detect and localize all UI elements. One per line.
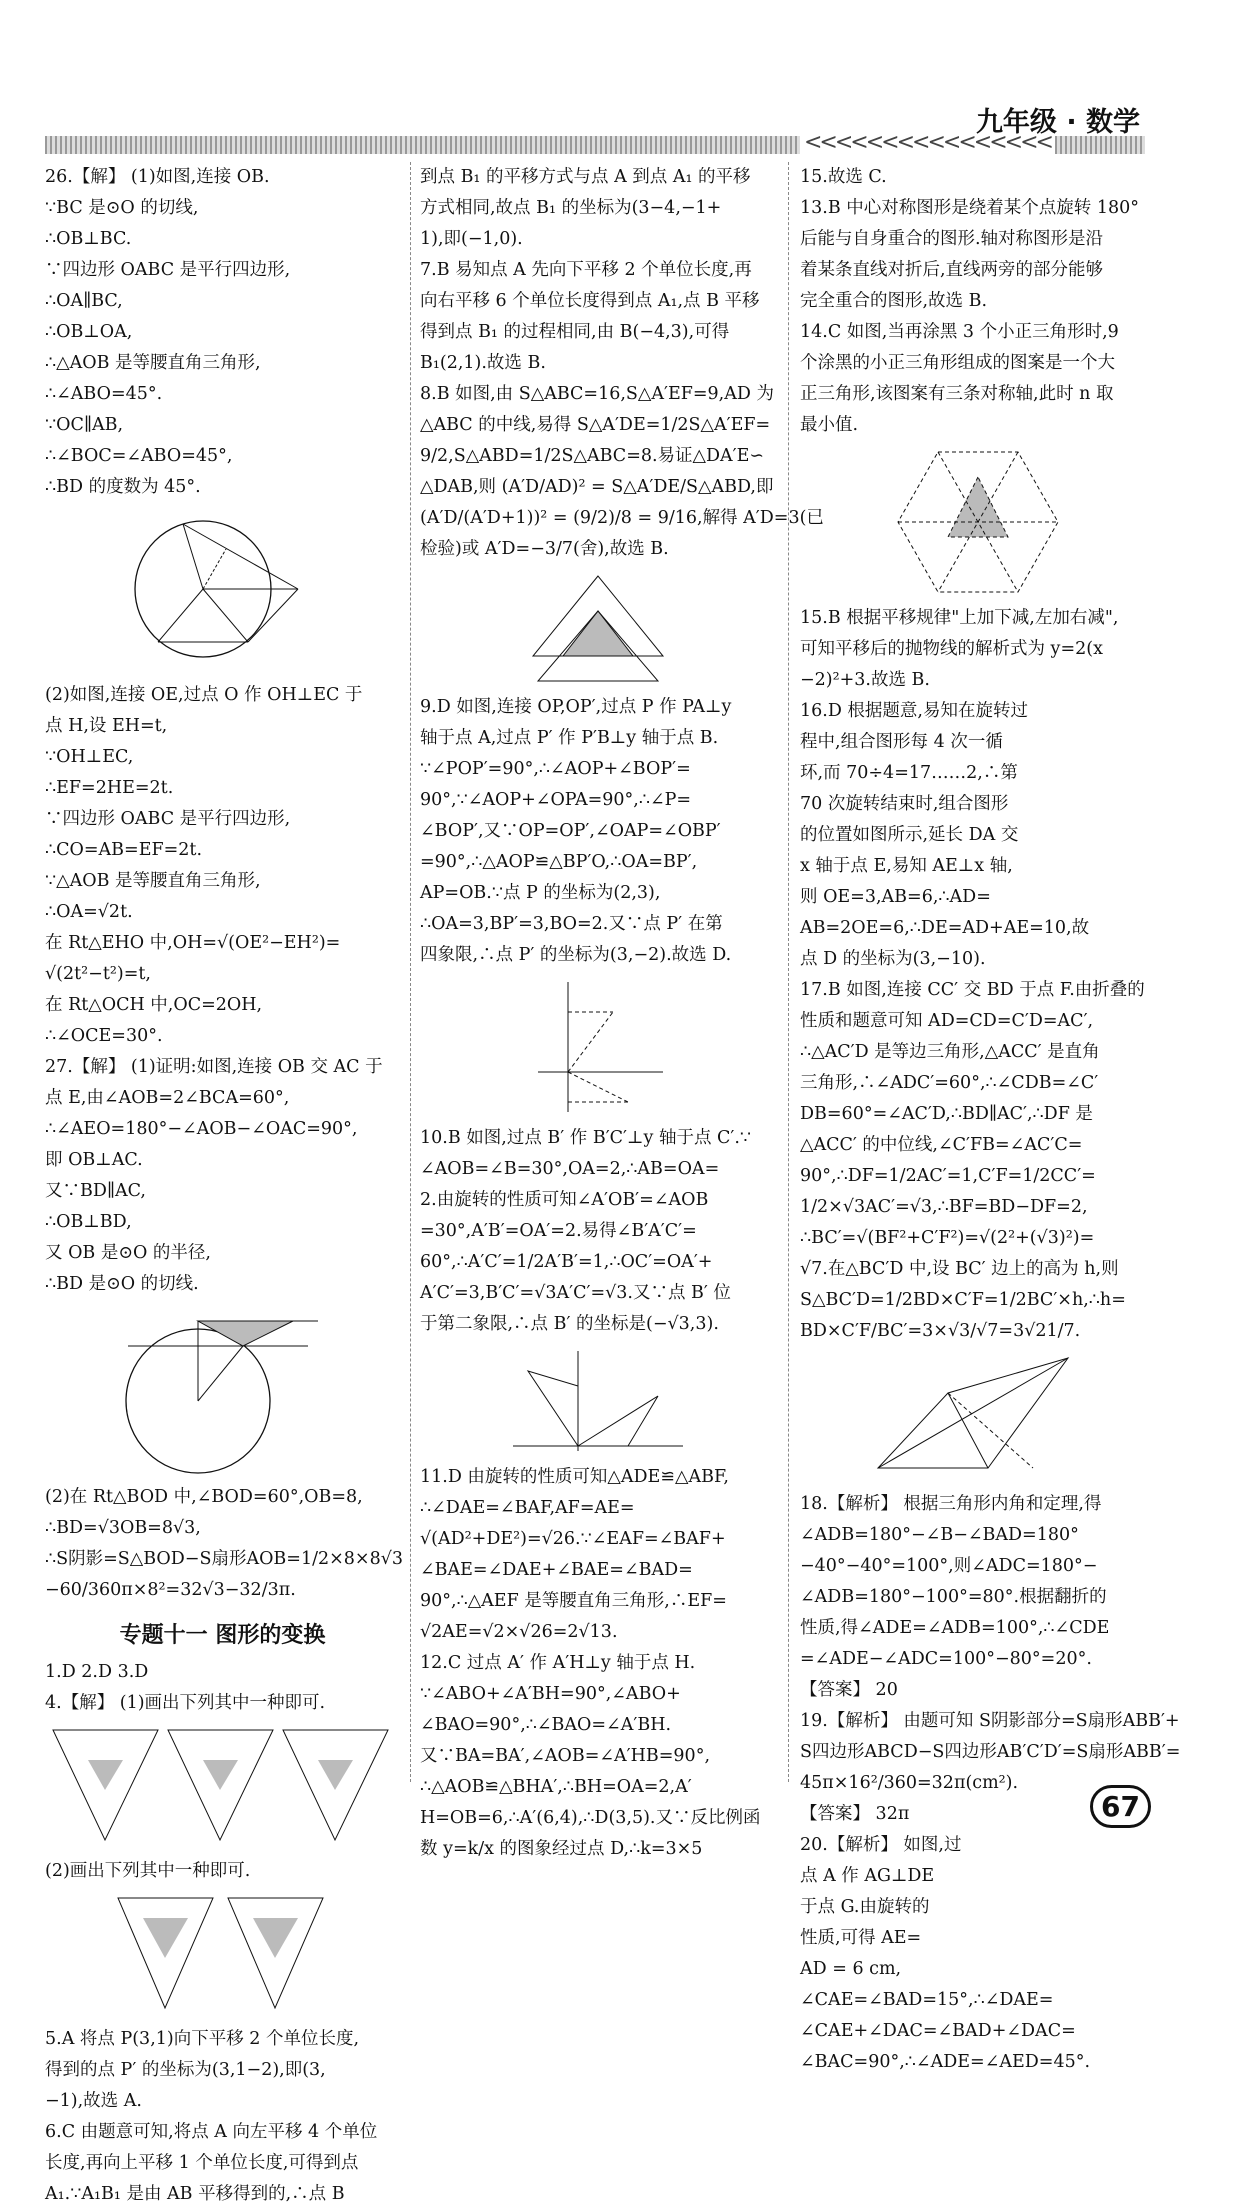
text-line: 正三角形,该图案有三条对称轴,此时 n 取 [800, 384, 1114, 404]
text-line: AB=2OE=6,∴DE=AD+AE=10,故 [800, 918, 1090, 938]
text-line: ∴S阴影=S△BOD−S扇形AOB=1/2×8×8√3 [45, 1549, 403, 1569]
text-line: ∴OA=3,BP′=3,BO=2.又∵点 P′ 在第 [420, 914, 723, 934]
text-line: ∴OA∥BC, [45, 291, 123, 311]
text-line: ∠BOP′,又∵OP=OP′,∠OAP=∠OBP′ [420, 821, 721, 841]
coordinate-figure-10 [508, 1346, 688, 1456]
text-line: ∠ADB=180°−∠B−∠BAD=180° [800, 1525, 1079, 1545]
text-line: ∴BD=√3OB=8√3, [45, 1518, 201, 1538]
text-line: 26.【解】 (1)如图,连接 OB. [45, 167, 270, 187]
text-line: √(AD²+DE²)=√26.∵∠EAF=∠BAF+ [420, 1529, 726, 1549]
text-line: 三角形,∴∠ADC′=60°,∴∠CDB=∠C′ [800, 1073, 1099, 1093]
text-line: 检验)或 A′D=−3/7(舍),故选 B. [420, 539, 669, 559]
text-line: ∴EF=2HE=2t. [45, 778, 174, 798]
text-line: =∠ADE−∠ADC=100°−80°=20°. [800, 1649, 1092, 1669]
text-line: √(2t²−t²)=t, [45, 964, 151, 984]
text-line: 得到点 B₁ 的过程相同,由 B(−4,3),可得 [420, 322, 730, 342]
text-line: 20.【解析】 如图,过 [800, 1835, 962, 1855]
text-line: ∴BC′=√(BF²+C′F²)=√(2²+(√3)²)= [800, 1228, 1095, 1248]
text-line: ∵OH⊥EC, [45, 747, 134, 767]
text-line: x 轴于点 E,易知 AE⊥x 轴, [800, 856, 1013, 876]
text-line: 的位置如图所示,延长 DA 交 [800, 825, 1019, 845]
text-line: 4.【解】 (1)画出下列其中一种即可. [45, 1693, 326, 1713]
triangle-figure-8 [523, 571, 673, 686]
text-line: 在 Rt△OCH 中,OC=2OH, [45, 995, 263, 1015]
page-header [0, 0, 1250, 160]
text-line: 个涂黑的小正三角形组成的图案是一个大 [800, 353, 1115, 373]
text-line: 90°,∴△AEF 是等腰直角三角形,∴EF= [420, 1591, 727, 1611]
circle-figure-26 [128, 509, 318, 674]
text-line: 14.C 如图,当再涂黑 3 个小正三角形时,9 [800, 322, 1119, 342]
text-line: 1.D 2.D 3.D [45, 1662, 149, 1682]
text-line: 7.B 易知点 A 先向下平移 2 个单位长度,再 [420, 260, 752, 280]
text-line: 【答案】 32π [800, 1804, 910, 1824]
diamond-figures-1 [48, 1725, 398, 1850]
text-line: 19.【解析】 由题可知 S阴影部分=S扇形ABB′+ [800, 1711, 1180, 1731]
text-line: 得到的点 P′ 的坐标为(3,1−2),即(3, [45, 2060, 326, 2080]
text-line: S四边形ABCD−S四边形AB′C′D′=S扇形ABB′= [800, 1742, 1181, 1762]
q9 [420, 692, 775, 971]
circle-figure-27 [123, 1306, 323, 1476]
text-line: 性质和题意可知 AD=CD=C′D=AC′, [800, 1011, 1094, 1031]
text-line: H=OB=6,∴A′(6,4),∴D(3,5).又∵反比例函 [420, 1808, 761, 1828]
column-divider [788, 162, 790, 1782]
column-2 [420, 162, 824, 1865]
text-line: 程中,组合图形每 4 次一循 [800, 732, 1003, 752]
text-line: B₁(2,1).故选 B. [420, 353, 546, 373]
text-line: 1),即(−1,0). [420, 229, 523, 249]
text-line: ∴CO=AB=EF=2t. [45, 840, 203, 860]
text-line: AD = 6 cm, [800, 1959, 902, 1979]
text-line: 15.故选 C. [800, 167, 887, 187]
text-line: 点 E,由∠AOB=2∠BCA=60°, [45, 1088, 290, 1108]
q15-17 [800, 603, 1155, 1347]
text-line: (A′D/(A′D+1))² = (9/2)/8 = 9/16,解得 A′D=3(已 [420, 508, 824, 528]
quadrilateral-figure-17 [868, 1353, 1088, 1483]
text-line: ∵∠ABO+∠A′BH=90°,∠ABO+ [420, 1684, 681, 1704]
text-line: 数 y=k/x 的图象经过点 D,∴k=3×5 [420, 1839, 703, 1859]
text-line: 在 Rt△EHO 中,OH=√(OE²−EH²)= [45, 933, 341, 953]
text-line: 可知平移后的抛物线的解析式为 y=2(x [800, 639, 1103, 659]
text-line: ∵OC∥AB, [45, 415, 124, 435]
text-line: ∴△AOB 是等腰直角三角形, [45, 353, 261, 373]
text-line: ∵四边形 OABC 是平行四边形, [45, 260, 291, 280]
text-line: ∴BD 的度数为 45°. [45, 477, 201, 497]
text-line: 长度,再向上平移 1 个单位长度,可得到点 [45, 2153, 359, 2173]
text-line: ∵∠POP′=90°,∴∠AOP+∠BOP′= [420, 759, 691, 779]
diamond-figures-2 [113, 1893, 333, 2018]
header-title: 九年级 · 数学 [975, 107, 1140, 138]
text-line: 60°,∴A′C′=1/2A′B′=1,∴OC′=OA′+ [420, 1252, 713, 1272]
text-line: ∵四边形 OABC 是平行四边形, [45, 809, 291, 829]
text-line: 13.B 中心对称图形是绕着某个点旋转 180° [800, 198, 1139, 218]
text-line: ∠CAE=∠BAD=15°,∴∠DAE= [800, 1990, 1054, 2010]
text-line: 27.【解】 (1)证明:如图,连接 OB 交 AC 于 [45, 1057, 383, 1077]
text-line: 到点 B₁ 的平移方式与点 A 到点 A₁ 的平移 [420, 167, 751, 187]
text-line: 于第二象限,∴点 B′ 的坐标是(−√3,3). [420, 1314, 719, 1334]
text-line: ∠BAC=90°,∴∠ADE=∠AED=45°. [800, 2052, 1091, 2072]
text-line: 于点 G.由旋转的 [800, 1897, 930, 1917]
text-line: 最小值. [800, 415, 859, 435]
page-number: 67 [1090, 1785, 1151, 1828]
text-line: 1/2×√3AC′=√3,∴BF=BD−DF=2, [800, 1197, 1088, 1217]
text-line: √7.在△BC′D 中,设 BC′ 边上的高为 h,则 [800, 1259, 1119, 1279]
text-line: ∠CAE+∠DAC=∠BAD+∠DAC= [800, 2021, 1076, 2041]
text-line: −2)²+3.故选 B. [800, 670, 930, 690]
text-line: 四象限,∴点 P′ 的坐标为(3,−2).故选 D. [420, 945, 732, 965]
text-line: √2AE=√2×√26=2√13. [420, 1622, 618, 1642]
text-line: 点 D 的坐标为(3,−10). [800, 949, 986, 969]
text-line: 方式相同,故点 B₁ 的坐标为(3−4,−1+ [420, 198, 722, 218]
column-divider [410, 162, 412, 1782]
text-line: △DAB,则 (A′D/AD)² = S△A′DE/S△ABD,即 [420, 477, 774, 497]
text-line: ∴△AC′D 是等边三角形,△ACC′ 是直角 [800, 1042, 1100, 1062]
q1-4 [45, 1657, 400, 1719]
text-line: △ACC′ 的中位线,∠C′FB=∠AC′C= [800, 1135, 1083, 1155]
section-heading: 专题十一 图形的变换 [119, 1623, 326, 1648]
text-line: 又∵BA=BA′,∠AOB=∠A′HB=90°, [420, 1746, 711, 1766]
text-line: (2)画出下列其中一种即可. [45, 1861, 251, 1881]
text-line: 即 OB⊥AC. [45, 1150, 143, 1170]
text-line: S△BC′D=1/2BD×C′F=1/2BC′×h,∴h= [800, 1290, 1126, 1310]
text-line: ∴OB⊥BC. [45, 229, 132, 249]
header-chevrons: <<<<<<<<<<<<<<<< [800, 130, 1055, 155]
text-line: 90°,∴DF=1/2AC′=1,C′F=1/2CC′= [800, 1166, 1096, 1186]
text-line: 5.A 将点 P(3,1)向下平移 2 个单位长度, [45, 2029, 360, 2049]
text-line: (2)如图,连接 OE,过点 O 作 OH⊥EC 于 [45, 685, 363, 705]
text-line: ∴OA=√2t. [45, 902, 133, 922]
text-line: BD×C′F/BC′=3×√3/√7=3√21/7. [800, 1321, 1081, 1341]
text-line: 完全重合的图形,故选 B. [800, 291, 988, 311]
text-line: 轴于点 A,过点 P′ 作 P′B⊥y 轴于点 B. [420, 728, 719, 748]
text-line: △ABC 的中线,易得 S△A′DE=1/2S△A′EF= [420, 415, 771, 435]
text-line: 10.B 如图,过点 B′ 作 B′C′⊥y 轴于点 C′.∵ [420, 1128, 752, 1148]
hexagon-figure-14 [893, 447, 1063, 597]
text-line: ∴∠AEO=180°−∠AOB−∠OAC=90°, [45, 1119, 358, 1139]
text-line: =90°,∴△AOP≌△BP′O,∴OA=BP′, [420, 852, 698, 872]
text-line: 环,而 70÷4=17……2,∴第 [800, 763, 1018, 783]
text-line: −40°−40°=100°,则∠ADC=180°− [800, 1556, 1098, 1576]
text-line: 性质,可得 AE= [800, 1928, 922, 1948]
text-line: 70 次旋转结束时,组合图形 [800, 794, 1009, 814]
text-line: ∴∠ABO=45°. [45, 384, 163, 404]
text-line: 着某条直线对折后,直线两旁的部分能够 [800, 260, 1104, 280]
text-line: −60/360π×8²=32√3−32/3π. [45, 1580, 296, 1600]
text-line: 45π×16²/360=32π(cm²). [800, 1773, 1019, 1793]
q26-27-text [45, 680, 400, 1300]
text-line: ∠BAO=90°,∴∠BAO=∠A′BH. [420, 1715, 672, 1735]
text-line: 8.B 如图,由 S△ABC=16,S△A′EF=9,AD 为 [420, 384, 774, 404]
q13-14 [800, 162, 1155, 441]
text-line: ∠ADB=180°−100°=80°.根据翻折的 [800, 1587, 1107, 1607]
q27-part2 [45, 1482, 403, 1606]
q10 [420, 1123, 775, 1340]
text-line: −1),故选 A. [45, 2091, 142, 2111]
text-line: 16.D 根据题意,易知在旋转过 [800, 701, 1028, 721]
text-line: 11.D 由旋转的性质可知△ADE≌△ABF, [420, 1467, 729, 1487]
text-line: ∠BAE=∠DAE+∠BAE=∠BAD= [420, 1560, 693, 1580]
text-line: 又∵BD∥AC, [45, 1181, 146, 1201]
q5-6 [45, 2024, 400, 2210]
text-line: 90°,∵∠AOP+∠OPA=90°,∴∠P= [420, 790, 692, 810]
text-line: (2)在 Rt△BOD 中,∠BOD=60°,OB=8, [45, 1487, 363, 1507]
q11-12 [420, 1462, 775, 1865]
text-line: A′C′=3,B′C′=√3A′C′=√3.又∵点 B′ 位 [420, 1283, 731, 1303]
text-line: DB=60°=∠AC′D,∴BD∥AC′,∴DF 是 [800, 1104, 1093, 1124]
text-line: 15.B 根据平移规律"上加下减,左加右减", [800, 608, 1119, 628]
text-line: ∴OB⊥BD, [45, 1212, 132, 1232]
text-line: 【答案】 20 [800, 1680, 898, 1700]
text-line: ∴OB⊥OA, [45, 322, 133, 342]
text-line: 则 OE=3,AB=6,∴AD= [800, 887, 991, 907]
text-line: 12.C 过点 A′ 作 A′H⊥y 轴于点 H. [420, 1653, 696, 1673]
text-line: ∴∠OCE=30°. [45, 1026, 163, 1046]
q26-part1 [45, 162, 400, 503]
text-line: 性质,得∠ADE=∠ADB=100°,∴∠CDE [800, 1618, 1110, 1638]
text-line: ∴∠BOC=∠ABO=45°, [45, 446, 233, 466]
text-line: 18.【解析】 根据三角形内角和定理,得 [800, 1494, 1102, 1514]
text-line: 17.B 如图,连接 CC′ 交 BD 于点 F.由折叠的 [800, 980, 1145, 1000]
text-line: =30°,A′B′=OA′=2.易得∠B′A′C′= [420, 1221, 697, 1241]
text-line: 6.C 由题意可知,将点 A 向左平移 4 个单位 [45, 2122, 378, 2142]
text-line: ∵△AOB 是等腰直角三角形, [45, 871, 261, 891]
q4-part2 [45, 1856, 400, 1887]
coordinate-figure-9 [528, 977, 668, 1117]
text-line: ∠AOB=∠B=30°,OA=2,∴AB=OA= [420, 1159, 720, 1179]
text-line: 9.D 如图,连接 OP,OP′,过点 P 作 PA⊥y [420, 697, 732, 717]
text-line: 后能与自身重合的图形.轴对称图形是沿 [800, 229, 1104, 249]
q6-8 [420, 162, 824, 565]
text-line: ∴△AOB≌△BHA′,∴BH=OA=2,A′ [420, 1777, 692, 1797]
text-line: 向右平移 6 个单位长度得到点 A₁,点 B 平移 [420, 291, 760, 311]
text-line: ∴BD 是⊙O 的切线. [45, 1274, 199, 1294]
text-line: 点 H,设 EH=t, [45, 716, 168, 736]
column-1 [45, 162, 403, 2210]
text-line: 又 OB 是⊙O 的半径, [45, 1243, 211, 1263]
text-line: 2.由旋转的性质可知∠A′OB′=∠AOB [420, 1190, 709, 1210]
text-line: 点 A 作 AG⊥DE [800, 1866, 935, 1886]
text-line: A₁.∵A₁B₁ 是由 AB 平移得到的,∴点 B [45, 2184, 345, 2204]
text-line: ∴∠DAE=∠BAF,AF=AE= [420, 1498, 635, 1518]
text-line: AP=OB.∵点 P 的坐标为(2,3), [420, 883, 661, 903]
q18-20 [800, 1489, 1181, 2078]
text-line: 9/2,S△ABD=1/2S△ABC=8.易证△DA′E∽ [420, 446, 765, 466]
text-line: ∵BC 是⊙O 的切线, [45, 198, 199, 218]
